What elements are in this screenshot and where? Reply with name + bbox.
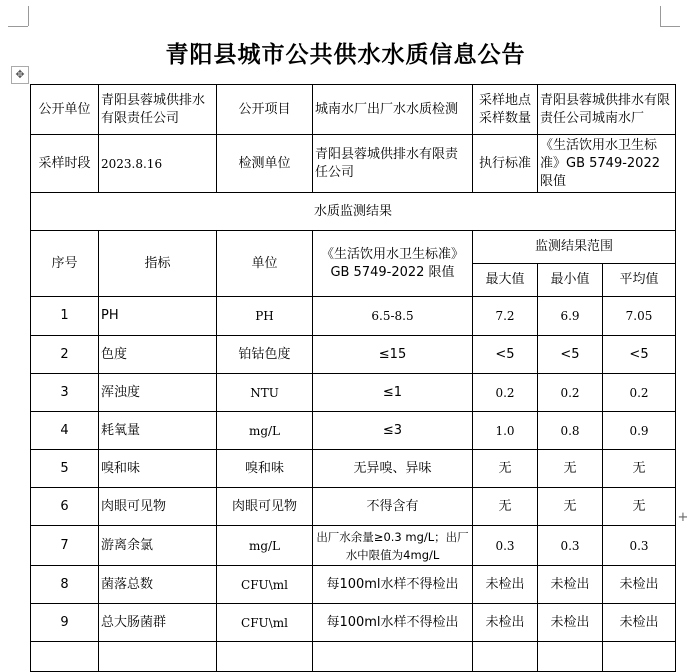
table-row — [31, 374, 676, 412]
row-max: 无 — [473, 450, 538, 488]
row-min: 未检出 — [538, 566, 603, 604]
standard-label: 执行标准 — [473, 135, 538, 193]
header-max: 最大值 — [473, 264, 538, 297]
row-limit: 6.5-8.5 — [313, 297, 473, 336]
row-cell — [538, 642, 603, 672]
disclose-item-value: 城南水厂出厂水水质检测 — [313, 85, 473, 135]
table-move-handle-icon[interactable]: ✥ — [11, 66, 29, 84]
row-seq: 1 — [31, 297, 99, 336]
row-max: 7.2 — [473, 297, 538, 336]
table-row — [31, 604, 676, 642]
table-row — [31, 566, 676, 604]
row-min: 0.3 — [538, 526, 603, 566]
crop-mark-top-right — [660, 26, 680, 27]
row-limit: 无异嗅、异味 — [313, 450, 473, 488]
row-avg: 0.3 — [603, 526, 676, 566]
standard-value: 《生活饮用水卫生标准》GB 5749-2022 限值 — [538, 135, 676, 193]
row-indicator: PH — [99, 297, 217, 336]
period-value: 2023.8.16 — [99, 135, 217, 193]
header-seq: 序号 — [31, 231, 99, 297]
header-unit: 单位 — [217, 231, 313, 297]
row-max: 未检出 — [473, 604, 538, 642]
row-limit: 出厂水余量≥0.3 mg/L；出厂水中限值为4mg/L — [313, 526, 473, 566]
info-row-1 — [31, 85, 676, 135]
row-unit: 肉眼可见物 — [217, 488, 313, 526]
row-min: 6.9 — [538, 297, 603, 336]
disclose-unit-value: 青阳县蓉城供排水有限责任公司 — [99, 85, 217, 135]
row-limit: ≤15 — [313, 336, 473, 374]
disclose-item-label: 公开项目 — [217, 85, 313, 135]
header-min: 最小值 — [538, 264, 603, 297]
section-row — [31, 193, 676, 231]
row-avg: 0.9 — [603, 412, 676, 450]
table-row — [31, 526, 676, 566]
row-indicator: 总大肠菌群 — [99, 604, 217, 642]
row-avg: 未检出 — [603, 604, 676, 642]
row-max: 无 — [473, 488, 538, 526]
row-max: 0.3 — [473, 526, 538, 566]
row-cell — [603, 642, 676, 672]
row-min: 无 — [538, 488, 603, 526]
row-limit: 不得含有 — [313, 488, 473, 526]
sampling-label: 采样地点采样数量 — [473, 85, 538, 135]
table-row — [31, 297, 676, 336]
row-unit: mg/L — [217, 412, 313, 450]
row-indicator: 游离余氯 — [99, 526, 217, 566]
row-unit: 嗅和味 — [217, 450, 313, 488]
row-indicator: 肉眼可见物 — [99, 488, 217, 526]
row-avg: 未检出 — [603, 566, 676, 604]
row-avg: 无 — [603, 488, 676, 526]
row-unit: CFU\ml — [217, 604, 313, 642]
row-unit: NTU — [217, 374, 313, 412]
row-seq: 4 — [31, 412, 99, 450]
period-label: 采样时段 — [31, 135, 99, 193]
section-title: 水质监测结果 — [31, 193, 676, 231]
table-row — [31, 412, 676, 450]
crop-mark-top-left — [8, 26, 28, 27]
row-seq: 9 — [31, 604, 99, 642]
row-avg: 0.2 — [603, 374, 676, 412]
row-limit: ≤1 — [313, 374, 473, 412]
row-seq: 8 — [31, 566, 99, 604]
row-unit: PH — [217, 297, 313, 336]
table-row — [31, 336, 676, 374]
row-min: 未检出 — [538, 604, 603, 642]
row-max: 0.2 — [473, 374, 538, 412]
row-limit: ≤3 — [313, 412, 473, 450]
row-cell — [217, 642, 313, 672]
row-max: <5 — [473, 336, 538, 374]
water-quality-table — [30, 84, 676, 672]
row-indicator: 色度 — [99, 336, 217, 374]
table-row — [31, 450, 676, 488]
disclose-unit-label: 公开单位 — [31, 85, 99, 135]
row-min: 0.8 — [538, 412, 603, 450]
row-limit: 每100ml水样不得检出 — [313, 604, 473, 642]
row-cell — [31, 642, 99, 672]
row-indicator: 耗氧量 — [99, 412, 217, 450]
row-min: 无 — [538, 450, 603, 488]
header-row-1 — [31, 231, 676, 264]
row-max: 未检出 — [473, 566, 538, 604]
row-indicator: 菌落总数 — [99, 566, 217, 604]
row-seq: 3 — [31, 374, 99, 412]
header-indicator: 指标 — [99, 231, 217, 297]
row-unit: CFU\ml — [217, 566, 313, 604]
crop-mark-top-right-vertical — [660, 6, 661, 26]
table-row-partial — [31, 642, 676, 672]
test-unit-label: 检测单位 — [217, 135, 313, 193]
table-row — [31, 488, 676, 526]
sampling-value: 青阳县蓉城供排水有限责任公司城南水厂 — [538, 85, 676, 135]
row-unit: 铂钴色度 — [217, 336, 313, 374]
row-cell — [313, 642, 473, 672]
crop-mark-top-left-vertical — [28, 6, 29, 26]
row-seq: 7 — [31, 526, 99, 566]
row-min: <5 — [538, 336, 603, 374]
row-min: 0.2 — [538, 374, 603, 412]
insert-column-plus-icon[interactable]: + — [677, 510, 689, 525]
page-title: 青阳县城市公共供水水质信息公告 — [165, 42, 526, 68]
row-indicator: 嗅和味 — [99, 450, 217, 488]
row-max: 1.0 — [473, 412, 538, 450]
row-seq: 2 — [31, 336, 99, 374]
row-limit: 每100ml水样不得检出 — [313, 566, 473, 604]
info-row-2 — [31, 135, 676, 193]
row-cell — [99, 642, 217, 672]
row-indicator: 浑浊度 — [99, 374, 217, 412]
row-seq: 5 — [31, 450, 99, 488]
header-range: 监测结果范围 — [473, 231, 676, 264]
row-avg: 7.05 — [603, 297, 676, 336]
row-avg: 无 — [603, 450, 676, 488]
row-cell — [473, 642, 538, 672]
row-avg: <5 — [603, 336, 676, 374]
header-avg: 平均值 — [603, 264, 676, 297]
row-seq: 6 — [31, 488, 99, 526]
row-unit: mg/L — [217, 526, 313, 566]
test-unit-value: 青阳县蓉城供排水有限责任公司 — [313, 135, 473, 193]
header-limit: 《生活饮用水卫生标准》GB 5749-2022 限值 — [313, 231, 473, 297]
